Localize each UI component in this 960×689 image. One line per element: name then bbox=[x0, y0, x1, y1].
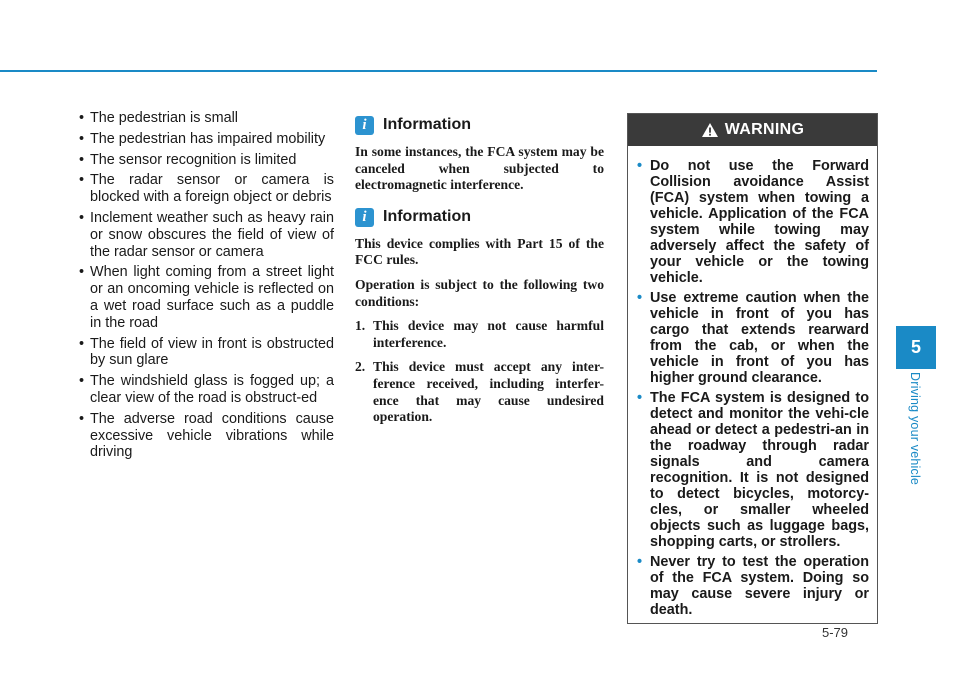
left-column bbox=[76, 110, 334, 465]
info-title: Information bbox=[383, 207, 471, 225]
condition-number-list bbox=[355, 318, 604, 426]
info-block-fca bbox=[355, 116, 604, 194]
list-item: • Do not use the Forward Collision avoidance Assist (FCA) system when towing a vehicle. Application of the FCA system while towing may adversely affect the safety of your vehicle or the towing vehicle. bbox=[636, 158, 869, 286]
list-item: • The radar sensor or camera is blocked with a foreign object or debris bbox=[76, 172, 334, 206]
item-number: 1. bbox=[355, 318, 366, 334]
header-rule bbox=[0, 70, 877, 72]
warning-body bbox=[628, 146, 877, 618]
chapter-label: Driving your vehicle bbox=[908, 372, 922, 486]
list-item bbox=[355, 318, 604, 351]
info-text: Operation is subject to the following two conditions: bbox=[355, 276, 604, 309]
list-item: • Use extreme caution when the vehicle in front of you has cargo that extends rearward from the cab, or when the vehicle in front of you has higher ground clearance. bbox=[636, 290, 869, 386]
list-item: • Inclement weather such as heavy rain or snow obscures the field of view of the radar sensor or camera bbox=[76, 210, 334, 260]
item-text: This device must accept any inter-ference received, including interfer-ence that may cause undesired operation. bbox=[373, 359, 604, 425]
info-block-fcc bbox=[355, 208, 604, 426]
page-number: 5-79 bbox=[822, 625, 849, 640]
info-header bbox=[355, 116, 604, 135]
warning-header bbox=[628, 114, 877, 146]
warning-title: WARNING bbox=[724, 121, 805, 138]
list-item bbox=[355, 359, 604, 425]
list-item: • The sensor recognition is limited bbox=[76, 152, 334, 169]
warning-triangle-icon bbox=[701, 122, 719, 138]
middle-column bbox=[355, 116, 604, 434]
list-item: • The windshield glass is fogged up; a clear view of the road is obstruct-ed bbox=[76, 373, 334, 407]
list-item: • The field of view in front is obstructed by sun glare bbox=[76, 336, 334, 370]
item-number: 2. bbox=[355, 359, 366, 375]
chapter-number-tab: 5 bbox=[896, 326, 936, 369]
list-item: • Never try to test the operation of the FCA system. Doing so may cause severe injury or death. bbox=[636, 554, 869, 618]
condition-list bbox=[76, 110, 334, 461]
info-text: This device complies with Part 15 of the FCC rules. bbox=[355, 235, 604, 268]
info-header bbox=[355, 208, 604, 227]
list-item: • The pedestrian has impaired mobility bbox=[76, 131, 334, 148]
info-icon: i bbox=[355, 116, 374, 135]
warning-list bbox=[636, 158, 869, 618]
list-item: • The FCA system is designed to detect and monitor the vehi-cle ahead or detect a pedestri-an in the roadway through radar signals and camera recognition. It is not designed to detect bicycles, motorcy-cles, or smaller wheeled objects such as luggage bags, shopping carts, or strollers. bbox=[636, 390, 869, 550]
list-item: • The adverse road conditions cause excessive vehicle vibrations while driving bbox=[76, 411, 334, 461]
list-item: • When light coming from a street light or an oncoming vehicle is reflected on a wet road surface such as a puddle in the road bbox=[76, 264, 334, 331]
list-item: • The pedestrian is small bbox=[76, 110, 334, 127]
item-text: This device may not cause harmful interference. bbox=[373, 318, 604, 350]
info-icon: i bbox=[355, 208, 374, 227]
info-text: In some instances, the FCA system may be canceled when subjected to electromagnetic interference. bbox=[355, 144, 604, 193]
info-title: Information bbox=[383, 116, 471, 134]
warning-box bbox=[627, 113, 878, 624]
